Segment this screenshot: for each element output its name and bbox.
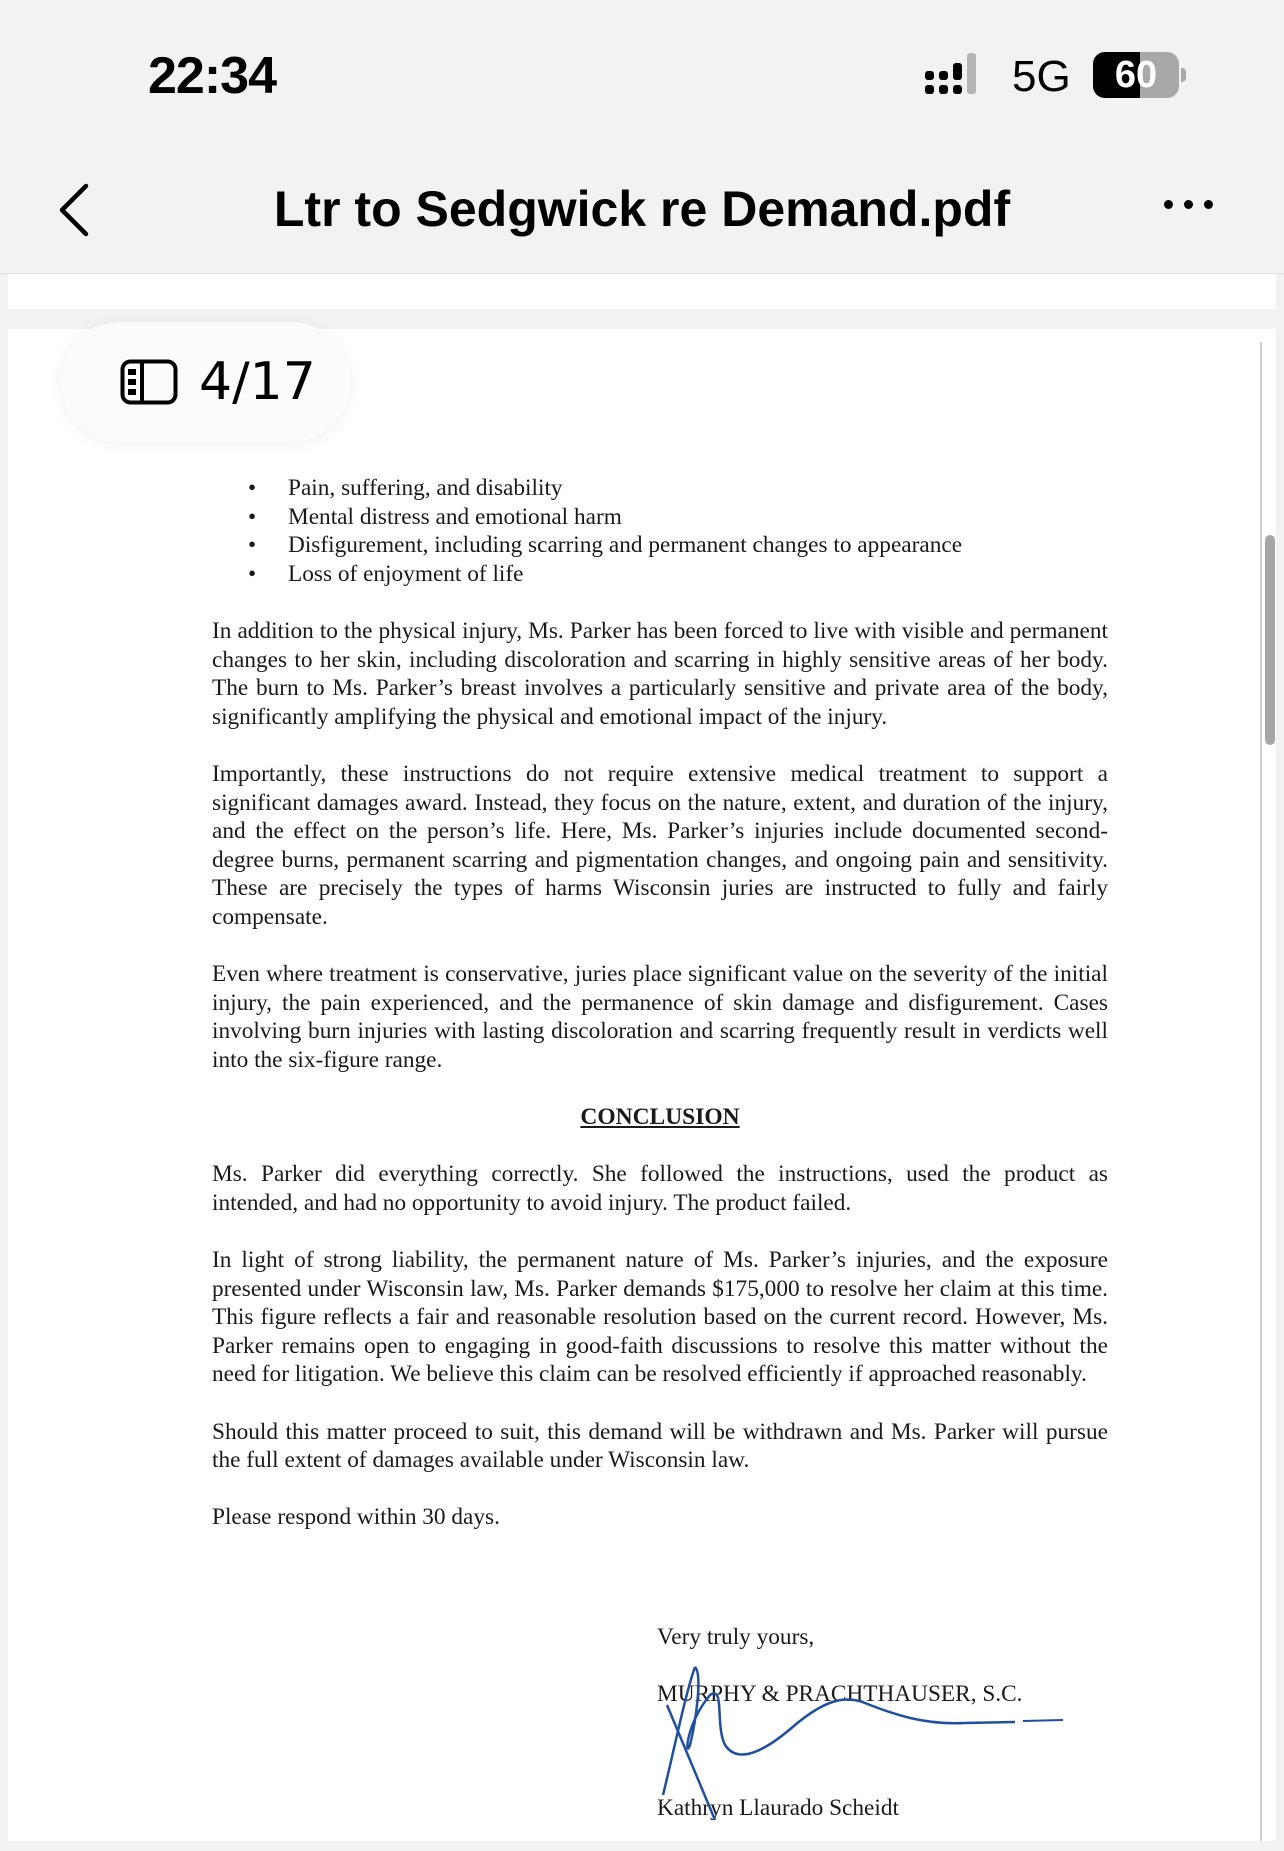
handwritten-signature-icon (655, 1665, 1075, 1835)
paragraph: In light of strong liability, the permanent nature of Ms. Parker’s injuries, and the exposure presented under Wisconsin law, Ms. Parker demands $175,000 to resolve her claim at this time. This figure reflects a fair and reasonable resolution based on the current record. However, Ms. Parker remains open to engaging in good-faith discussions to resolve this matter without the need for litigation. We believe this claim can be resolved efficiently if approached reasonably. (212, 1247, 1108, 1388)
list-item: • Loss of enjoyment of life (288, 560, 1108, 589)
document-title: Ltr to Sedgwick re Demand.pdf (273, 181, 1011, 237)
signer-name: Kathryn Llaurado Scheidt (657, 1794, 899, 1821)
paragraph: In addition to the physical injury, Ms. Parker has been forced to live with visible and permanent changes to her skin, including discoloration and scarring in highly sensitive areas of her body. The burn to Ms. Parker’s breast involves a particularly sensitive and private area of the body, significantly amplifying the physical and emotional impact of the injury. (212, 617, 1108, 730)
letter-body (212, 474, 1108, 1560)
status-bar (0, 0, 1284, 150)
battery-icon (1093, 52, 1179, 98)
signal-icon (925, 53, 983, 97)
paragraph: Please respond within 30 days. (212, 1504, 500, 1531)
paragraph: Should this matter proceed to suit, this demand will be withdrawn and Ms. Parker will pursue the full extent of damages available under Wisconsin law. (212, 1418, 1108, 1474)
paragraph: Importantly, these instructions do not require extensive medical treatment to support a significant damages award. Instead, they focus on the nature, extent, and duration of the injury, and the effect on the person’s life. Here, Ms. Parker’s injuries include documented second-degree burns, permanent scarring and pigmentation changes, and ongoing pain and sensitivity. These are precisely the types of harms Wisconsin juries are instructed to fully and fairly compensate. (212, 760, 1108, 930)
list-item: • Pain, suffering, and disability (288, 474, 1108, 503)
battery-level: 60 (1114, 54, 1158, 96)
thumbnails-sidebar-icon (120, 359, 178, 405)
page-edge (1260, 342, 1262, 1841)
list-item: • Disfigurement, including scarring and permanent changes to appearance (288, 531, 1108, 560)
damages-list (212, 474, 1108, 588)
list-item: • Mental distress and emotional harm (288, 503, 1108, 532)
more-options-icon[interactable] (1160, 188, 1220, 218)
paragraph: Even where treatment is conservative, juries place significant value on the severity of the initial injury, the pain experienced, and the permanence of skin damage and disfigurement. Cases involving burn injuries with lasting discoloration and scarring frequently result in verdicts well into the six-figure range. (212, 961, 1108, 1073)
network-type: 5G (1012, 52, 1071, 101)
conclusion-heading: CONCLUSION (580, 1104, 740, 1131)
vertical-scrollbar[interactable] (1265, 535, 1275, 745)
page-indicator[interactable] (60, 322, 351, 442)
firm-name: MURPHY & PRACHTHAUSER, S.C. (657, 1681, 1023, 1708)
salutation: Very truly yours, (657, 1624, 815, 1650)
page-number: 4/17 (199, 352, 316, 412)
clock: 22:34 (148, 47, 276, 105)
battery-tip (1181, 68, 1186, 82)
nav-bar (0, 150, 1284, 274)
previous-page-bottom (8, 274, 1276, 309)
paragraph: Ms. Parker did everything correctly. She followed the instructions, used the product as intended, and had no opportunity to avoid injury. The product failed. (212, 1161, 1108, 1216)
